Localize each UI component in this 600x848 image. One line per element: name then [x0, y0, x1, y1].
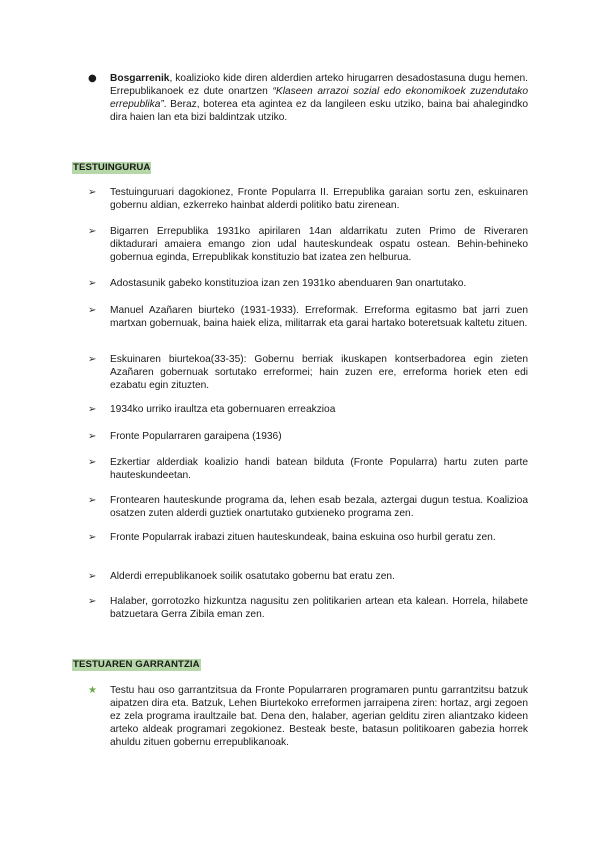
intro-paragraph: [110, 72, 528, 124]
list-item: ➢ Manuel Azañaren biurteko (1931-1933). Erreformak. Erreforma egitasmo bat jarri zuen martxan gobernuak, baina haiek eliza, militarrak eta garai hartako boteretsuak kaltetu zituen.: [88, 305, 528, 329]
section-heading-testuingurua: TESTUINGURUA: [73, 162, 151, 173]
list-item: ➢ Frontearen hauteskunde programa da, lehen esab bezala, aztergai dugun testua. Koalizioa osatzen zuten alderdi guztiek onartutako gutxieneko programa zen.: [88, 495, 528, 519]
arrow-bullet-icon: ➢: [88, 305, 97, 316]
list-item: ➢ Fronte Popularraren garaipena (1936): [88, 431, 282, 442]
dot-bullet-icon: ●: [88, 73, 97, 84]
list-item: ➢ Alderdi errepublikanoek soilik osatutako gobernu bat eratu zen.: [88, 571, 395, 582]
list-item: ➢ Ezkertiar alderdiak koalizio handi batean bilduta (Fronte Popularra) hartu zuten parte hauteskundeetan.: [88, 457, 528, 481]
section-heading-testuaren-garrantzia: TESTUAREN GARRANTZIA: [73, 659, 200, 670]
list-item: ➢ Fronte Popularrak irabazi zituen hauteskundeak, baina eskuina oso hurbil geratu zen.: [88, 532, 496, 543]
arrow-bullet-icon: ➢: [88, 495, 97, 506]
arrow-bullet-icon: ➢: [88, 187, 97, 198]
list-item: ➢ Eskuinaren biurtekoa(33-35): Gobernu berriak ikuskapen kontserbadorea egin zieten Azañaren gobernuak sortutako erreformei; hain zuzen ere, erreforma horiek eten edi ezabatu egin zituzten.: [88, 354, 528, 391]
list-item: ➢ Adostasunik gabeko konstituzioa izan zen 1931ko abenduaren 9an onartutako.: [88, 278, 467, 289]
intro-bullet: [88, 72, 528, 124]
list-item: ➢ Bigarren Errepublika 1931ko apirilaren 14an aldarrikatu zuten Primo de Riveraren diktadurari amaiera emango zion udal hauteskundeak ospatu ostean. Behin-behineko gobernua eginda, Errepublikak konstituzio bat izatea zen helburua.: [88, 226, 528, 263]
intro-text-a: , koalizioko kide diren alderdien arteko hirugarren desadostasuna dugu hemen. Errepublikanoek ez dute onartzen: [110, 73, 528, 97]
arrow-bullet-icon: ➢: [88, 404, 97, 415]
star-bullet-icon: ★: [88, 685, 97, 696]
arrow-bullet-icon: ➢: [88, 226, 97, 237]
arrow-bullet-icon: ➢: [88, 596, 97, 607]
arrow-bullet-icon: ➢: [88, 532, 97, 543]
list-item: ➢ Halaber, gorrotozko hizkuntza nagusitu zen politikarien artean eta kalean. Horrela, hilabete batzuetara Gerra Zibila eman zen.: [88, 596, 528, 620]
list-item: ➢ 1934ko urriko iraultza eta gobernuaren erreakzioa: [88, 404, 336, 415]
list-item: ➢ Testuinguruari dagokionez, Fronte Popularra II. Errepublika garaian sortu zen, eskuinaren gobernu aldian, ezkerreko hainbat alderdi politiko batu zirenean.: [88, 187, 528, 211]
arrow-bullet-icon: ➢: [88, 278, 97, 289]
arrow-bullet-icon: ➢: [88, 431, 97, 442]
list-item: ★ Testu hau oso garrantzitsua da Fronte Popularraren programaren puntu garrantzitsu batzuk aipatzen dira eta. Batzuk, Lehen Biurtekoko erreformen jarraipena ziren: hortaz, argi zegoen ez zela programa iraultzaile bat. Dena den, halaber, agerian gelditu ziren aliantzako kideen arteko aldeak programari zegokionez. Besteak beste, batasun politikoaren gabezia horrek ahuldu zituen gobernu errepublikanoak.: [88, 685, 528, 748]
intro-text-b: . Beraz, boterea eta agintea ez da langileen esku utziko, baina bai ahalegindko dira haien lan eta bizi baldintzak utziko.: [110, 99, 528, 123]
intro-quote: “Klaseen arrazoi sozial edo ekonomikoek zuzendutako errepublika”: [110, 86, 528, 110]
arrow-bullet-icon: ➢: [88, 571, 97, 582]
arrow-bullet-icon: ➢: [88, 354, 97, 365]
intro-bold-term: Bosgarrenik: [110, 73, 170, 84]
arrow-bullet-icon: ➢: [88, 457, 97, 468]
